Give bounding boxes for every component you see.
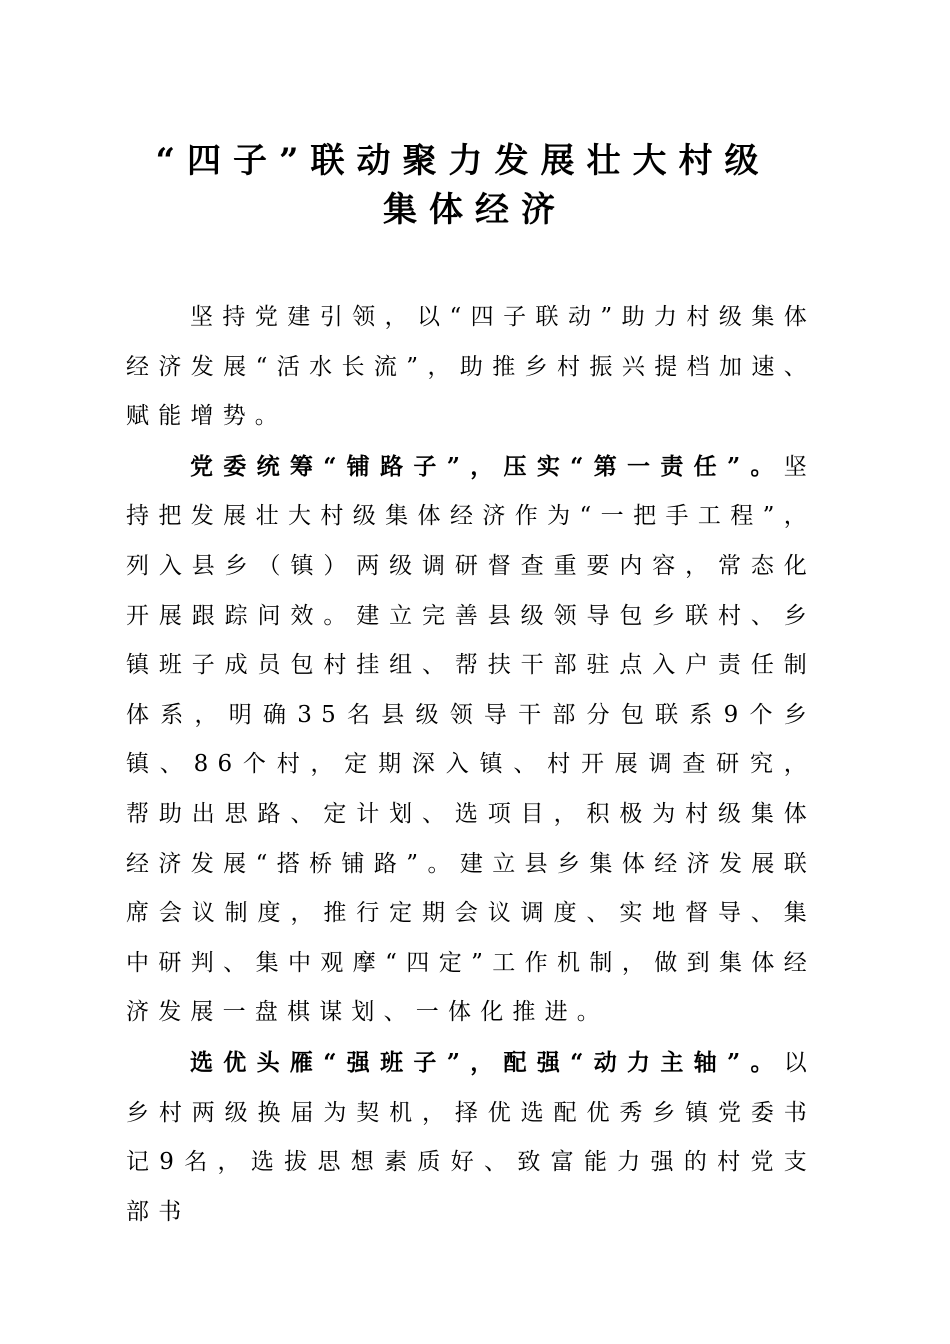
document-body bbox=[126, 293, 816, 1237]
section-1-paragraph bbox=[126, 442, 816, 1038]
section-2-heading: 选优头雁“强班子”，配强“动力主轴”。 bbox=[190, 1048, 784, 1076]
intro-paragraph: 坚持党建引领，以“四子联动”助力村级集体经济发展“活水长流”，助推乡村振兴提档加速、赋能增势。 bbox=[126, 304, 816, 430]
document-title-line-1: “四子”联动聚力发展壮大村级 bbox=[155, 141, 771, 181]
section-2-paragraph bbox=[126, 1038, 816, 1237]
section-2-text: 以乡村两级换届为契机，择优选配优秀乡镇党委书记9名，选拔思想素质好、致富能力强的村党支部书 bbox=[126, 1049, 816, 1225]
section-1-text: 坚持把发展壮大村级集体经济作为“一把手工程”，列入县乡（镇）两级调研督查重要内容，常态化开展跟踪问效。建立完善县级领导包乡联村、乡镇班子成员包村挂组、帮扶干部驻点入户责任制体系，明确35名县级领导干部分包联系9个乡镇、86个村，定期深入镇、村开展调查研究，帮助出思路、定计划、选项目，积极为村级集体经济发展“搭桥铺路”。建立县乡集体经济发展联席会议制度，推行定期会议调度、实地督导、集中研判、集中观摩“四定”工作机制，做到集体经济发展一盘棋谋划、一体化推进。 bbox=[126, 453, 816, 1026]
document-title-line-2: 集体经济 bbox=[383, 190, 567, 230]
section-1-heading: 党委统筹“铺路子”，压实“第一责任”。 bbox=[190, 452, 784, 480]
